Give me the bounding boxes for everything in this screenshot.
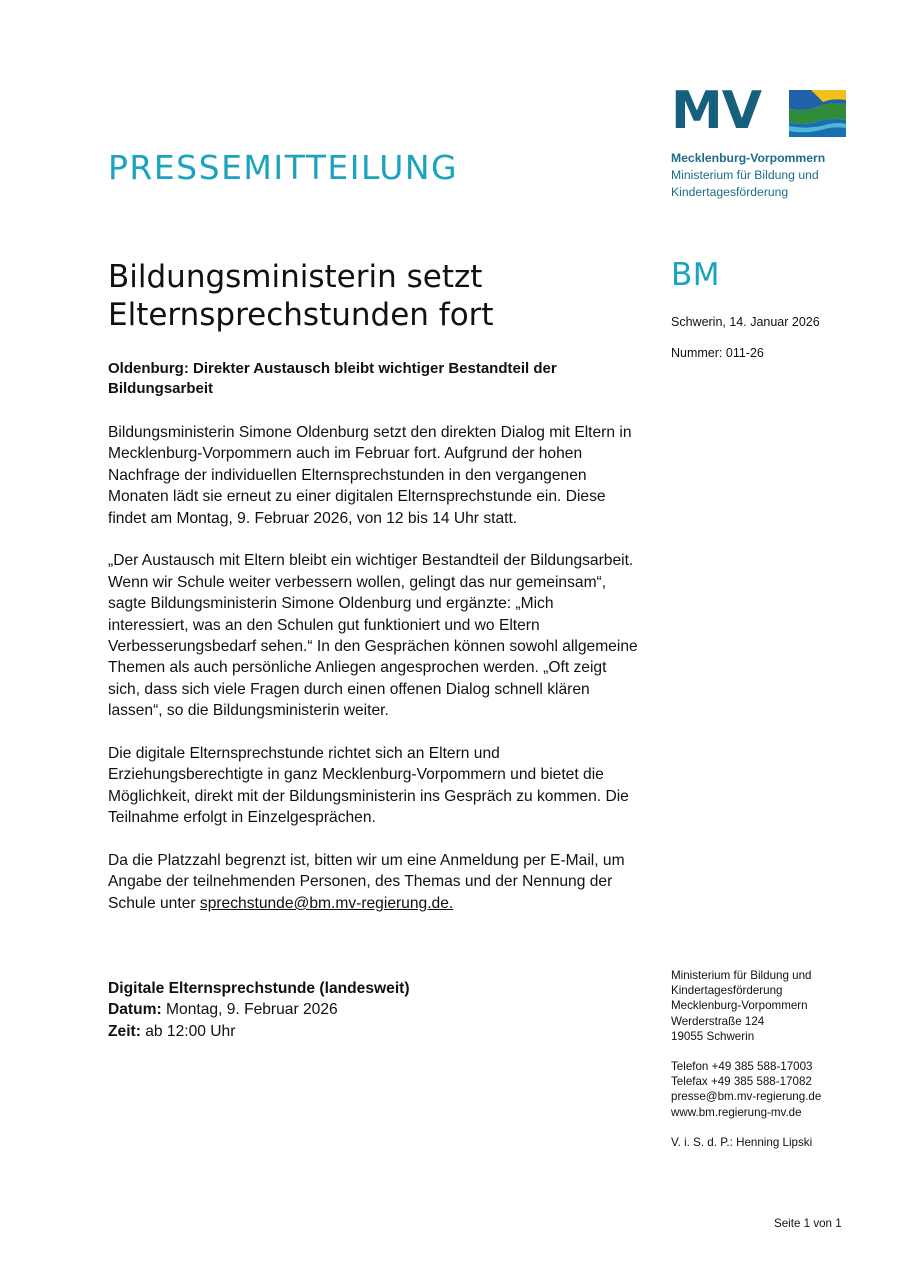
contact-city: 19055 Schwerin (671, 1029, 755, 1043)
event-title: Digitale Elternsprechstunde (landesweit) (108, 980, 410, 997)
ministry-logo (671, 81, 851, 203)
contact-website-link[interactable]: www.bm.regierung-mv.de (671, 1105, 802, 1119)
flag-icon (789, 90, 846, 137)
registration-email-link[interactable]: sprechstunde@bm.mv-regierung.de. (199, 894, 454, 912)
logo-line-department: Kindertagesförderung (671, 185, 789, 199)
event-date (108, 999, 638, 1020)
headline-line-1: Bildungsministerin setzt (108, 259, 483, 295)
logo-line-state: Mecklenburg-Vorpommern (671, 151, 826, 165)
event-date-value: Montag, 9. Februar 2026 (161, 1001, 338, 1019)
contact-street: Werderstraße 124 (671, 1014, 765, 1028)
event-time (108, 1021, 638, 1042)
paragraph: „Der Austausch mit Eltern bleibt ein wichtiger Bestandteil der Bildungsarbeit. Wenn wir Schule weiter verbessern wollen, gelingt das nur gemeinsam“, sagte Bildungsministerin Simone Oldenburg und ergänzte: „Mich interessiert, was an den Schulen gut funktioniert und wo Eltern Verbesserungsbedarf sehen.“ In den Gesprächen können sowohl allgemeine Themen als auch persönliche Anliegen angesprochen werden. „Oft zeigt sich, dass sich viele Fragen durch einen offenen Dialog schnell klären lassen“, so die Bildungsministerin weiter. (108, 552, 638, 720)
paragraph: Bildungsministerin Simone Oldenburg setzt den direkten Dialog mit Eltern in Mecklenburg-Vorpommern auch im Februar fort. Aufgrund der hohen Nachfrage der individuellen Elternsprechstunden in den vergangenen Monaten lädt sie erneut zu einer digitalen Elternsprechstunde ein. Diese findet am Montag, 9. Februar 2026, von 12 bis 14 Uhr statt. (108, 424, 632, 527)
logo-mark: MV (671, 81, 761, 141)
contact-block (671, 968, 871, 1150)
contact-phone: Telefon +49 385 588-17003 (671, 1060, 813, 1074)
paragraph-registration (108, 850, 638, 914)
contact-org-3: Mecklenburg-Vorpommern (671, 999, 808, 1013)
event-time-label: Zeit: (108, 1022, 141, 1040)
contact-email-link[interactable]: presse@bm.mv-regierung.de (671, 1090, 822, 1104)
release-number: Nummer: 011-26 (671, 346, 764, 360)
contact-fax: Telefax +49 385 588-17082 (671, 1075, 812, 1089)
event-time-value: ab 12:00 Uhr (140, 1022, 236, 1040)
logo-line-ministry: Ministerium für Bildung und (671, 168, 819, 182)
contact-visdp: V. i. S. d. P.: Henning Lipski (671, 1135, 813, 1149)
contact-org-1: Ministerium für Bildung und (671, 969, 812, 982)
press-release-label: PRESSEMITTEILUNG (108, 148, 459, 187)
headline-line-2: Elternsprechstunden fort (108, 297, 494, 333)
release-date: Schwerin, 14. Januar 2026 (671, 315, 820, 329)
logo-text (671, 150, 825, 201)
event-info (108, 978, 638, 1042)
paragraph: Die digitale Elternsprechstunde richtet sich an Eltern und Erziehungsberechtigte in ganz Mecklenburg-Vorpommern und bietet die Möglichkeit, direkt mit der Bildungsministerin ins Gespräch zu kommen. Die Teilnahme erfolgt in Einzelgesprächen. (108, 745, 629, 827)
subheadline: Oldenburg: Direkter Austausch bleibt wichtiger Bestandteil der Bildungsarbeit (108, 360, 557, 397)
page-title (108, 258, 628, 334)
registration-text: Da die Platzzahl begrenzt ist, bitten wir um eine Anmeldung per E-Mail, um Angabe der teilnehmenden Personen, des Themas und der Nennung der Schule unter (108, 852, 625, 912)
contact-org-2: Kindertagesförderung (671, 984, 783, 998)
department-mark: BM (671, 257, 721, 293)
article-body (108, 422, 638, 936)
page-number: Seite 1 von 1 (774, 1217, 842, 1230)
event-date-label: Datum: (108, 1001, 162, 1019)
